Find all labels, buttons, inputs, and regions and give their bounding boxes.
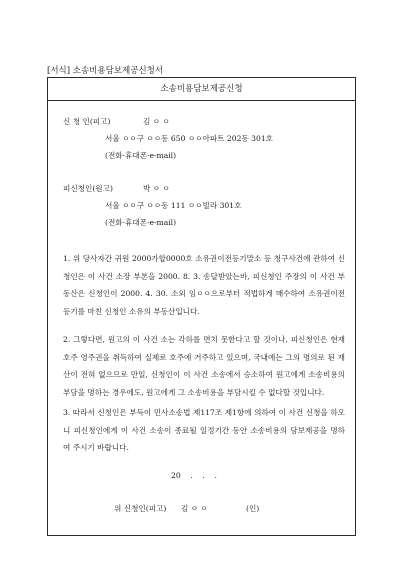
- applicant-name: 김 ㅇ ㅇ: [143, 117, 170, 126]
- paragraph-1: 1. 위 당사자간 귀원 2000가합0000호 소유권이전등기말소 등 청구사건에 관하여 신청인은 이 사건 소장 부본을 2000. 8. 3. 송달받았는바, 피신청인 주장의 이 사건 부동산은 신청인이 2000. 4. 30. 소외 임ㅇㅇ으로부터 적법하게 매수하여 소유권이전등기를 마친 신청인 소유의 부동산입니다.: [63, 254, 345, 316]
- respondent-address: 서울 ㅇㅇ구 ㅇㅇ동 111 ㅇㅇ빌라 301호: [105, 201, 242, 210]
- application-form: [47, 77, 356, 536]
- applicant-role: 신 청 인(피고): [63, 117, 111, 126]
- signature-name: 김 ㅇ ㅇ: [181, 504, 208, 513]
- signature-label: 위 신청인(피고): [114, 504, 167, 513]
- form-type-label: [서식] 소송비용담보제공신청서: [47, 66, 164, 76]
- seal-mark: (인): [246, 504, 260, 513]
- paragraph-2: 2. 그렇다면, 원고의 이 사건 소는 각하를 면치 못한다고 할 것이나, 피신청인은 현재 호주 영주권을 취득하여 실제로 호주에 거주하고 있으며, 국내에는 그의 명의로 된 재산이 전혀 없으므로 만일, 신청인이 이 사건 소송에서 승소하여 원고에게 소송비용의 부담을 명하는 경우에도, 원고에게 그 소송비용을 부담시킬 수 없다할 것입니다.: [63, 335, 345, 397]
- respondent-contact: (전화·휴대폰·e-mail): [105, 218, 177, 227]
- applicant-address: 서울 ㅇㅇ구 ㅇㅇ동 650 ㅇㅇ아파트 202동 301호: [105, 134, 273, 143]
- respondent-role: 피신청인(원고): [63, 184, 113, 193]
- applicant-contact: (전화·휴대폰·e-mail): [105, 151, 177, 160]
- date-line: 20 . . .: [171, 471, 217, 480]
- form-title: 소송비용담보제공신청: [48, 78, 355, 101]
- respondent-name: 박 ㅇ ㅇ: [143, 184, 170, 193]
- paragraph-3: 3. 따라서 신청인은 부득이 민사소송법 제117조 제1항에 의하여 이 사건 신청을 하오니 피신청인에게 이 사건 소송이 종료될 일정기간 동안 소송비용의 담보제공을 명하 여 주시기 바랍니다.: [63, 408, 345, 453]
